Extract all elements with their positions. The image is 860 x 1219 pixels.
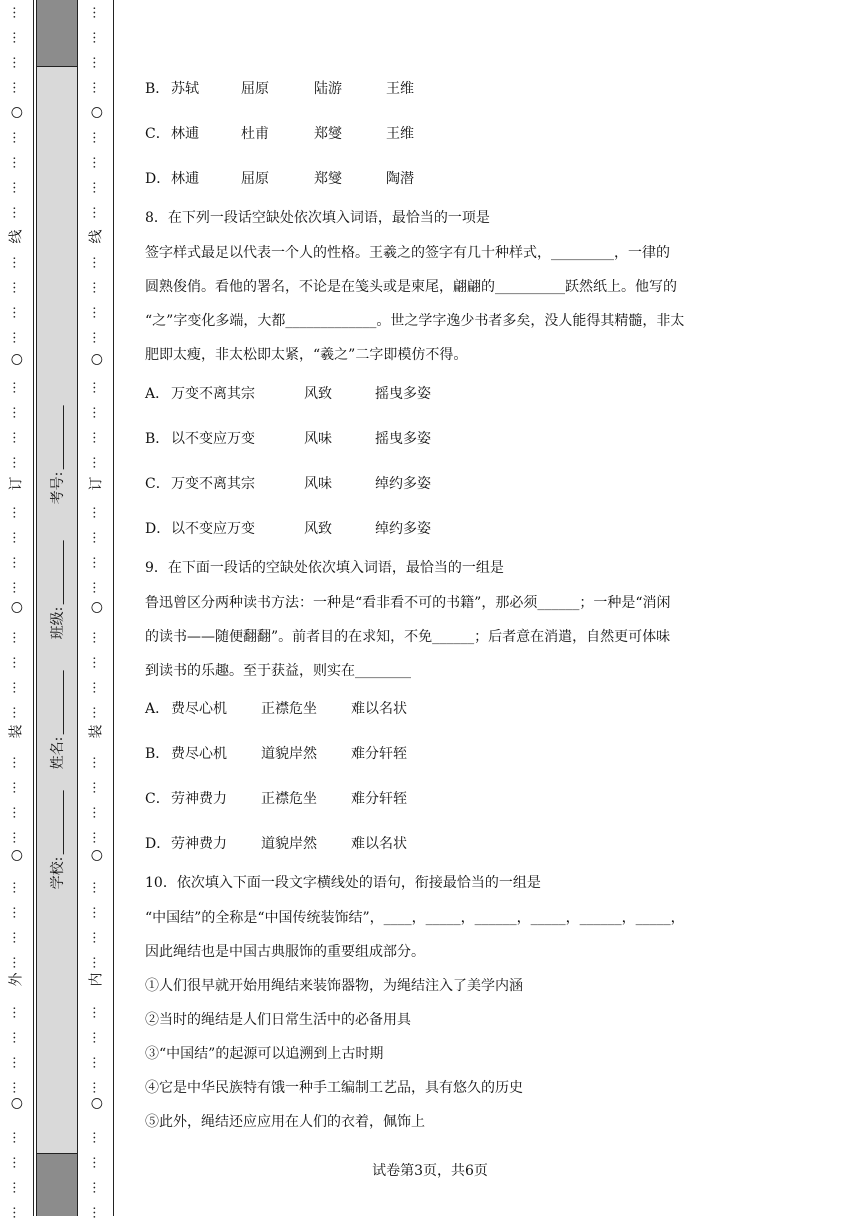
binding-dot: … xyxy=(9,681,24,694)
binding-dot: … xyxy=(89,1056,104,1069)
binding-dot: … xyxy=(9,581,24,594)
binding-dot: … xyxy=(9,406,24,419)
binding-dot: … xyxy=(89,956,104,969)
binding-dot: … xyxy=(9,1056,24,1069)
q9-stem: 9．在下面一段话的空缺处依次填入词语，最恰当的一组是 xyxy=(145,560,504,576)
q10-sentence: ④它是中华民族特有饿一种手工编制工艺品，具有悠久的历史 xyxy=(145,1080,523,1096)
q10-stem: 10．依次填入下面一段文字横线处的语句，衔接最恰当的一组是 xyxy=(145,875,541,891)
binding-dot: … xyxy=(89,631,104,644)
q8-option-a: A． 万变不离其宗 风致 摇曳多姿 xyxy=(145,386,431,402)
binding-dot: … xyxy=(89,881,104,894)
binding-dot: … xyxy=(89,456,104,469)
binding-label: 订 xyxy=(8,476,24,491)
binding-dot: … xyxy=(9,56,24,69)
binding-dot: … xyxy=(9,381,24,394)
binding-circle: ○ xyxy=(8,1097,24,1110)
binding-dot: … xyxy=(89,31,104,44)
q8-option-b: B． 以不变应万变 风味 摇曳多姿 xyxy=(145,431,431,447)
binding-circle: ○ xyxy=(8,849,24,862)
binding-label: 内 xyxy=(88,972,104,987)
binding-dot: … xyxy=(89,206,104,219)
binding-dot: … xyxy=(89,256,104,269)
binding-label: 线 xyxy=(8,229,24,244)
binding-dot: … xyxy=(89,1006,104,1019)
binding-dot: … xyxy=(89,556,104,569)
binding-dot: … xyxy=(89,81,104,94)
binding-dot: … xyxy=(9,81,24,94)
binding-dot: … xyxy=(89,156,104,169)
binding-dot: … xyxy=(9,1206,24,1219)
binding-dot: … xyxy=(9,256,24,269)
q10-passage-line: 因此绳结也是中国古典服饰的重要组成部分。 xyxy=(145,944,425,960)
strip-dark-top xyxy=(37,0,77,67)
binding-circle: ○ xyxy=(8,601,24,614)
binding-dot: … xyxy=(89,931,104,944)
binding-dot: … xyxy=(9,456,24,469)
inner-dotted-line xyxy=(80,0,113,1219)
binding-dot: … xyxy=(89,1131,104,1144)
binding-dot: … xyxy=(9,631,24,644)
binding-dot: … xyxy=(89,6,104,19)
binding-dot: … xyxy=(89,1156,104,1169)
q7-option-b: B． 苏轼 屈原 陆游 王维 xyxy=(145,81,414,97)
binding-dot: … xyxy=(9,306,24,319)
binding-dot: … xyxy=(9,781,24,794)
binding-dot: … xyxy=(89,756,104,769)
student-info-strip xyxy=(36,0,78,1216)
q8-stem: 8．在下列一段话空缺处依次填入词语，最恰当的一项是 xyxy=(145,210,490,226)
binding-dot: … xyxy=(89,1181,104,1194)
q9-option-a: A． 费尽心机 正襟危坐 难以名状 xyxy=(145,701,407,717)
binding-dot: … xyxy=(89,531,104,544)
binding-dot: … xyxy=(9,956,24,969)
binding-dot: … xyxy=(89,1031,104,1044)
outer-dotted-line xyxy=(0,0,33,1219)
binding-dot: … xyxy=(9,431,24,444)
q10-sentence: ①人们很早就开始用绳结来装饰器物，为绳结注入了美学内涵 xyxy=(145,978,523,994)
binding-label: 外 xyxy=(8,972,24,987)
q9-option-d: D．劳神费力 道貌岸然 难以名状 xyxy=(145,836,407,852)
q9-option-c: C．劳神费力 正襟危坐 难分轩轾 xyxy=(145,791,407,807)
q10-sentence: ②当时的绳结是人们日常生活中的必备用具 xyxy=(145,1012,411,1028)
binding-circle: ○ xyxy=(88,353,104,366)
binding-dot: … xyxy=(89,506,104,519)
q7-option-c: C．林逋 杜甫 郑燮 王维 xyxy=(145,126,414,142)
binding-dot: … xyxy=(9,131,24,144)
binding-dot: … xyxy=(9,1181,24,1194)
binding-dot: … xyxy=(89,781,104,794)
binding-dot: … xyxy=(9,881,24,894)
binding-dot: … xyxy=(9,281,24,294)
binding-dot: … xyxy=(9,31,24,44)
binding-dot: … xyxy=(9,331,24,344)
binding-label: 装 xyxy=(88,724,104,739)
outer-binding-strip xyxy=(0,0,34,1219)
binding-dot: … xyxy=(89,56,104,69)
q8-option-c: C．万变不离其宗 风味 绰约多姿 xyxy=(145,476,431,492)
q10-sentence: ③“中国结”的起源可以追溯到上古时期 xyxy=(145,1046,384,1062)
binding-dot: … xyxy=(9,6,24,19)
binding-dot: … xyxy=(9,156,24,169)
binding-dot: … xyxy=(89,306,104,319)
inner-binding-strip xyxy=(80,0,114,1219)
binding-dot: … xyxy=(89,331,104,344)
q9-passage-line: 鲁迅曾区分两种读书方法：一种是“看非看不可的书籍”，那必须______；一种是“消闲 xyxy=(145,595,671,611)
binding-dot: … xyxy=(89,581,104,594)
page-footer: 试卷第3页，共6页 xyxy=(372,1163,488,1179)
exam-number-field: 考号: xyxy=(47,406,67,505)
binding-dot: … xyxy=(89,1081,104,1094)
binding-dot: … xyxy=(9,506,24,519)
binding-label: 线 xyxy=(88,229,104,244)
binding-dot: … xyxy=(89,656,104,669)
binding-circle: ○ xyxy=(88,106,104,119)
binding-dot: … xyxy=(9,1131,24,1144)
binding-dot: … xyxy=(89,806,104,819)
binding-dot: … xyxy=(89,681,104,694)
q10-sentence: ⑤此外，绳结还应应用在人们的衣着，佩饰上 xyxy=(145,1114,425,1130)
binding-dot: … xyxy=(89,406,104,419)
binding-dot: … xyxy=(9,756,24,769)
binding-dot: … xyxy=(9,531,24,544)
q7-option-d: D．林逋 屈原 郑燮 陶潜 xyxy=(145,171,414,187)
binding-dot: … xyxy=(89,1206,104,1219)
binding-dot: … xyxy=(9,656,24,669)
q8-passage-line: “之”字变化多端，大都_____________。世之学字逸少书者多矣，没人能得其精髓，非太 xyxy=(145,313,685,329)
binding-dot: … xyxy=(9,831,24,844)
binding-dot: … xyxy=(9,556,24,569)
school-field: 学校: xyxy=(47,791,67,890)
binding-label: 装 xyxy=(8,724,24,739)
binding-circle: ○ xyxy=(8,353,24,366)
q8-passage-line: 肥即太瘦，非太松即太紧，“羲之”二字即模仿不得。 xyxy=(145,347,468,363)
binding-dot: … xyxy=(89,281,104,294)
binding-dot: … xyxy=(9,706,24,719)
q8-passage-line: 签字样式最足以代表一个人的性格。王羲之的签字有几十种样式，_________，一律的 xyxy=(145,245,670,261)
binding-dot: … xyxy=(89,381,104,394)
binding-dot: … xyxy=(89,906,104,919)
binding-dot: … xyxy=(9,906,24,919)
binding-dot: … xyxy=(89,831,104,844)
q9-passage-line: 的读书——随便翻翻”。前者目的在求知，不免______；后者意在消遣，自然更可体味 xyxy=(145,629,671,645)
binding-dot: … xyxy=(9,1031,24,1044)
binding-dot: … xyxy=(9,1156,24,1169)
q9-option-b: B． 费尽心机 道貌岸然 难分轩轾 xyxy=(145,746,407,762)
binding-dot: … xyxy=(89,181,104,194)
binding-circle: ○ xyxy=(88,601,104,614)
class-field: 班级: xyxy=(47,541,67,640)
binding-dot: … xyxy=(89,131,104,144)
binding-dot: … xyxy=(9,1006,24,1019)
binding-circle: ○ xyxy=(88,849,104,862)
binding-dot: … xyxy=(9,181,24,194)
binding-label: 订 xyxy=(88,476,104,491)
name-field: 姓名: xyxy=(47,671,67,770)
binding-dot: … xyxy=(9,931,24,944)
binding-dot: … xyxy=(9,1081,24,1094)
binding-circle: ○ xyxy=(8,106,24,119)
binding-circle: ○ xyxy=(88,1097,104,1110)
q8-passage-line: 圆熟俊俏。看他的署名，不论是在笺头或是柬尾，翩翩的__________跃然纸上。他写的 xyxy=(145,279,677,295)
binding-dot: … xyxy=(89,706,104,719)
q10-passage-line: “中国结”的全称是“中国传统装饰结”，____，_____，______，_____，______，_____， xyxy=(145,910,685,926)
q8-option-d: D．以不变应万变 风致 绰约多姿 xyxy=(145,521,431,537)
binding-dot: … xyxy=(89,431,104,444)
q9-passage-line: 到读书的乐趣。至于获益，则实在________ xyxy=(145,663,411,679)
binding-dot: … xyxy=(9,806,24,819)
binding-dot: … xyxy=(9,206,24,219)
